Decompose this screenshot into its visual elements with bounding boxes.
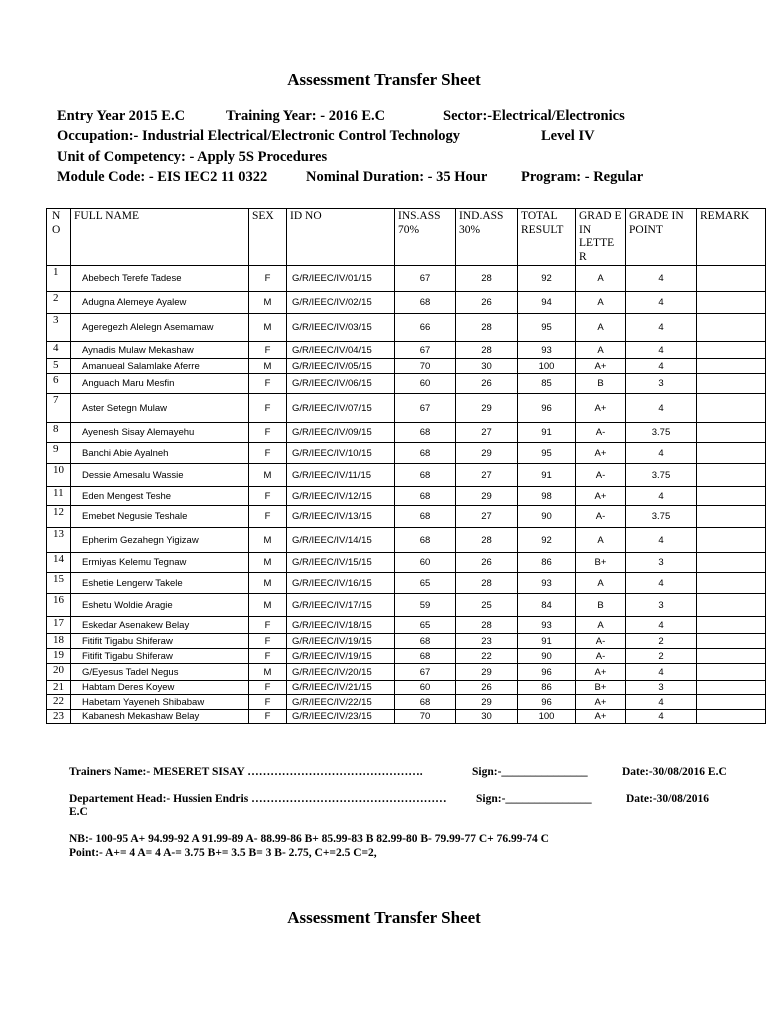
cell-total-result: 96 — [518, 695, 576, 710]
cell-id-no: G/R/IEEC/IV/05/15 — [287, 359, 395, 374]
unit-of-competency: Unit of Competency: - Apply 5S Procedures — [57, 149, 328, 165]
cell-sex: F — [249, 342, 287, 359]
cell-grade-letter: A+ — [576, 710, 626, 724]
cell-no: 13 — [47, 528, 71, 553]
cell-id-no: G/R/IEEC/IV/23/15 — [287, 710, 395, 724]
cell-full-name: Ageregezh Alelegn Asemamaw — [71, 314, 249, 342]
cell-sex: F — [249, 394, 287, 423]
trainer-name: Trainers Name:- MESERET SISAY ………………………………………. — [69, 766, 423, 778]
cell-ind-ass: 28 — [456, 528, 518, 553]
cell-remark — [697, 528, 766, 553]
cell-no: 12 — [47, 506, 71, 528]
cell-remark — [697, 634, 766, 649]
cell-grade-point: 4 — [626, 573, 697, 594]
cell-grade-letter: A — [576, 342, 626, 359]
cell-ind-ass: 22 — [456, 649, 518, 664]
cell-grade-point: 4 — [626, 487, 697, 506]
cell-ins-ass: 68 — [395, 464, 456, 487]
cell-full-name: Ayenesh Sisay Alemayehu — [71, 423, 249, 443]
cell-id-no: G/R/IEEC/IV/15/15 — [287, 553, 395, 573]
cell-grade-letter: A- — [576, 634, 626, 649]
cell-total-result: 95 — [518, 443, 576, 464]
cell-total-result: 100 — [518, 710, 576, 724]
cell-ins-ass: 60 — [395, 374, 456, 394]
cell-full-name: Eden Mengest Teshe — [71, 487, 249, 506]
cell-grade-point: 4 — [626, 664, 697, 681]
cell-ins-ass: 68 — [395, 443, 456, 464]
cell-full-name: Eshetie Lengerw Takele — [71, 573, 249, 594]
assessment-table — [46, 208, 766, 724]
cell-ins-ass: 60 — [395, 681, 456, 695]
table-row — [47, 374, 766, 394]
table-row — [47, 266, 766, 292]
cell-ins-ass: 68 — [395, 528, 456, 553]
cell-ind-ass: 28 — [456, 314, 518, 342]
cell-sex: F — [249, 423, 287, 443]
table-row — [47, 314, 766, 342]
cell-id-no: G/R/IEEC/IV/17/15 — [287, 594, 395, 617]
cell-grade-letter: A+ — [576, 394, 626, 423]
cell-full-name: Banchi Abie Ayalneh — [71, 443, 249, 464]
cell-grade-point: 4 — [626, 342, 697, 359]
cell-ins-ass: 68 — [395, 292, 456, 314]
nominal-duration: Nominal Duration: - 35 Hour — [306, 169, 488, 185]
sector: Sector:-Electrical/Electronics — [443, 108, 625, 124]
cell-no: 6 — [47, 374, 71, 394]
cell-remark — [697, 266, 766, 292]
cell-ind-ass: 29 — [456, 443, 518, 464]
cell-grade-point: 3.75 — [626, 506, 697, 528]
cell-remark — [697, 374, 766, 394]
cell-grade-point: 3 — [626, 681, 697, 695]
cell-total-result: 94 — [518, 292, 576, 314]
cell-ins-ass: 68 — [395, 649, 456, 664]
cell-total-result: 91 — [518, 464, 576, 487]
header-grade-letter: GRAD E IN LETTE R — [576, 209, 626, 266]
table-row — [47, 528, 766, 553]
cell-id-no: G/R/IEEC/IV/09/15 — [287, 423, 395, 443]
cell-sex: F — [249, 710, 287, 724]
cell-total-result: 93 — [518, 617, 576, 634]
cell-no: 22 — [47, 695, 71, 710]
cell-full-name: Aster Setegn Mulaw — [71, 394, 249, 423]
cell-ind-ass: 29 — [456, 664, 518, 681]
cell-ins-ass: 60 — [395, 553, 456, 573]
cell-total-result: 90 — [518, 649, 576, 664]
cell-grade-point: 3.75 — [626, 423, 697, 443]
cell-ins-ass: 68 — [395, 506, 456, 528]
cell-full-name: Epherim Gezahegn Yigizaw — [71, 528, 249, 553]
cell-no: 8 — [47, 423, 71, 443]
cell-sex: F — [249, 681, 287, 695]
cell-grade-point: 3 — [626, 594, 697, 617]
module-code: Module Code: - EIS IEC2 11 0322 — [57, 169, 268, 185]
cell-grade-point: 3 — [626, 374, 697, 394]
cell-remark — [697, 573, 766, 594]
cell-total-result: 85 — [518, 374, 576, 394]
cell-ins-ass: 67 — [395, 664, 456, 681]
cell-total-result: 91 — [518, 634, 576, 649]
trainer-date: Date:-30/08/2016 E.C — [622, 766, 727, 778]
table-row — [47, 681, 766, 695]
cell-grade-letter: A+ — [576, 487, 626, 506]
cell-remark — [697, 649, 766, 664]
header-no: N O — [47, 209, 71, 266]
cell-ind-ass: 28 — [456, 266, 518, 292]
cell-id-no: G/R/IEEC/IV/11/15 — [287, 464, 395, 487]
cell-remark — [697, 506, 766, 528]
occupation: Occupation:- Industrial Electrical/Electronic Control Technology — [57, 128, 461, 144]
cell-sex: F — [249, 506, 287, 528]
cell-remark — [697, 292, 766, 314]
cell-ins-ass: 67 — [395, 394, 456, 423]
cell-grade-point: 4 — [626, 359, 697, 374]
cell-ind-ass: 26 — [456, 681, 518, 695]
cell-no: 15 — [47, 573, 71, 594]
cell-id-no: G/R/IEEC/IV/06/15 — [287, 374, 395, 394]
cell-no: 20 — [47, 664, 71, 681]
cell-ins-ass: 70 — [395, 710, 456, 724]
cell-ins-ass: 65 — [395, 573, 456, 594]
cell-sex: M — [249, 464, 287, 487]
table-row — [47, 487, 766, 506]
cell-ind-ass: 28 — [456, 573, 518, 594]
cell-sex: F — [249, 374, 287, 394]
cell-id-no: G/R/IEEC/IV/04/15 — [287, 342, 395, 359]
header-sex: SEX — [249, 209, 287, 266]
cell-ind-ass: 25 — [456, 594, 518, 617]
cell-grade-letter: B+ — [576, 553, 626, 573]
cell-ins-ass: 66 — [395, 314, 456, 342]
cell-ins-ass: 68 — [395, 487, 456, 506]
cell-sex: F — [249, 695, 287, 710]
cell-no: 5 — [47, 359, 71, 374]
header-ins-ass: INS.ASS 70% — [395, 209, 456, 266]
cell-no: 17 — [47, 617, 71, 634]
table-header-row — [47, 209, 766, 266]
cell-id-no: G/R/IEEC/IV/16/15 — [287, 573, 395, 594]
table-row — [47, 664, 766, 681]
cell-remark — [697, 342, 766, 359]
cell-sex: F — [249, 634, 287, 649]
table-row — [47, 394, 766, 423]
cell-grade-letter: A- — [576, 423, 626, 443]
cell-remark — [697, 553, 766, 573]
cell-ind-ass: 30 — [456, 359, 518, 374]
cell-grade-point: 4 — [626, 528, 697, 553]
cell-total-result: 98 — [518, 487, 576, 506]
cell-grade-letter: A+ — [576, 695, 626, 710]
cell-grade-letter: A — [576, 292, 626, 314]
cell-sex: F — [249, 266, 287, 292]
page-title-2: Assessment Transfer Sheet — [287, 908, 481, 927]
cell-no: 11 — [47, 487, 71, 506]
cell-no: 10 — [47, 464, 71, 487]
department-head: Departement Head:- Hussien Endris …………………………………………… — [69, 793, 447, 805]
cell-grade-letter: A+ — [576, 664, 626, 681]
cell-id-no: G/R/IEEC/IV/18/15 — [287, 617, 395, 634]
table-row — [47, 617, 766, 634]
table-row — [47, 464, 766, 487]
cell-ind-ass: 28 — [456, 617, 518, 634]
cell-remark — [697, 443, 766, 464]
cell-ind-ass: 27 — [456, 423, 518, 443]
cell-ind-ass: 29 — [456, 394, 518, 423]
table-row — [47, 506, 766, 528]
cell-total-result: 96 — [518, 394, 576, 423]
cell-ins-ass: 68 — [395, 423, 456, 443]
cell-id-no: G/R/IEEC/IV/21/15 — [287, 681, 395, 695]
cell-sex: M — [249, 528, 287, 553]
cell-full-name: Dessie Amesalu Wassie — [71, 464, 249, 487]
cell-sex: M — [249, 573, 287, 594]
level: Level IV — [541, 128, 595, 144]
cell-no: 16 — [47, 594, 71, 617]
cell-grade-letter: A- — [576, 506, 626, 528]
table-row — [47, 573, 766, 594]
cell-full-name: Fitifit Tigabu Shiferaw — [71, 634, 249, 649]
cell-full-name: Habtam Deres Koyew — [71, 681, 249, 695]
cell-grade-point: 4 — [626, 394, 697, 423]
cell-sex: F — [249, 443, 287, 464]
cell-total-result: 93 — [518, 342, 576, 359]
cell-remark — [697, 695, 766, 710]
cell-full-name: Emebet Negusie Teshale — [71, 506, 249, 528]
header-total-result: TOTAL RESULT — [518, 209, 576, 266]
cell-ind-ass: 26 — [456, 553, 518, 573]
head-date: Date:-30/08/2016 — [626, 793, 710, 805]
cell-grade-letter: B — [576, 594, 626, 617]
header-full-name: FULL NAME — [71, 209, 249, 266]
cell-no: 21 — [47, 681, 71, 695]
table-row — [47, 553, 766, 573]
cell-ind-ass: 27 — [456, 506, 518, 528]
cell-grade-point: 4 — [626, 266, 697, 292]
cell-ind-ass: 30 — [456, 710, 518, 724]
cell-sex: F — [249, 649, 287, 664]
table-row — [47, 292, 766, 314]
head-date-ec: E.C — [69, 806, 88, 818]
cell-id-no: G/R/IEEC/IV/10/15 — [287, 443, 395, 464]
page-title: Assessment Transfer Sheet — [287, 70, 481, 89]
cell-ins-ass: 67 — [395, 266, 456, 292]
cell-grade-letter: A — [576, 266, 626, 292]
cell-remark — [697, 487, 766, 506]
cell-grade-point: 4 — [626, 710, 697, 724]
cell-total-result: 96 — [518, 664, 576, 681]
cell-total-result: 86 — [518, 553, 576, 573]
cell-full-name: G/Eyesus Tadel Negus — [71, 664, 249, 681]
cell-grade-letter: A — [576, 573, 626, 594]
cell-grade-letter: B — [576, 374, 626, 394]
cell-sex: M — [249, 594, 287, 617]
head-sign: Sign:-_______________ — [476, 793, 592, 805]
cell-sex: F — [249, 617, 287, 634]
header-grade-point: GRADE IN POINT — [626, 209, 697, 266]
header-remark: REMARK — [697, 209, 766, 266]
cell-sex: M — [249, 359, 287, 374]
cell-total-result: 95 — [518, 314, 576, 342]
cell-ind-ass: 26 — [456, 374, 518, 394]
cell-total-result: 90 — [518, 506, 576, 528]
cell-id-no: G/R/IEEC/IV/03/15 — [287, 314, 395, 342]
cell-full-name: Eskedar Asenakew Belay — [71, 617, 249, 634]
cell-sex: M — [249, 664, 287, 681]
cell-ind-ass: 29 — [456, 695, 518, 710]
cell-remark — [697, 594, 766, 617]
cell-grade-letter: A+ — [576, 443, 626, 464]
cell-full-name: Adugna Alemeye Ayalew — [71, 292, 249, 314]
cell-sex: M — [249, 314, 287, 342]
cell-id-no: G/R/IEEC/IV/22/15 — [287, 695, 395, 710]
cell-grade-letter: B+ — [576, 681, 626, 695]
table-row — [47, 695, 766, 710]
cell-ins-ass: 59 — [395, 594, 456, 617]
cell-id-no: G/R/IEEC/IV/14/15 — [287, 528, 395, 553]
training-year: Training Year: - 2016 E.C — [226, 108, 386, 124]
cell-id-no: G/R/IEEC/IV/20/15 — [287, 664, 395, 681]
cell-no: 7 — [47, 394, 71, 423]
cell-remark — [697, 314, 766, 342]
cell-grade-point: 2 — [626, 649, 697, 664]
cell-remark — [697, 359, 766, 374]
cell-no: 14 — [47, 553, 71, 573]
cell-ins-ass: 67 — [395, 342, 456, 359]
cell-id-no: G/R/IEEC/IV/07/15 — [287, 394, 395, 423]
cell-id-no: G/R/IEEC/IV/13/15 — [287, 506, 395, 528]
cell-total-result: 86 — [518, 681, 576, 695]
cell-no: 23 — [47, 710, 71, 724]
cell-full-name: Abebech Terefe Tadese — [71, 266, 249, 292]
cell-grade-letter: A+ — [576, 359, 626, 374]
cell-grade-point: 4 — [626, 314, 697, 342]
cell-grade-letter: A — [576, 617, 626, 634]
cell-ins-ass: 68 — [395, 634, 456, 649]
cell-grade-point: 4 — [626, 617, 697, 634]
cell-grade-point: 3 — [626, 553, 697, 573]
cell-ind-ass: 27 — [456, 464, 518, 487]
table-row — [47, 342, 766, 359]
cell-grade-letter: A- — [576, 464, 626, 487]
points-note: Point:- A+= 4 A= 4 A-= 3.75 B+= 3.5 B= 3 B- 2.75, C+=2.5 C=2, — [69, 847, 377, 859]
cell-ins-ass: 65 — [395, 617, 456, 634]
cell-no: 9 — [47, 443, 71, 464]
table-row — [47, 710, 766, 724]
table-row — [47, 423, 766, 443]
cell-total-result: 92 — [518, 528, 576, 553]
cell-id-no: G/R/IEEC/IV/12/15 — [287, 487, 395, 506]
table-row — [47, 359, 766, 374]
cell-no: 4 — [47, 342, 71, 359]
table-row — [47, 634, 766, 649]
cell-id-no: G/R/IEEC/IV/19/15 — [287, 634, 395, 649]
cell-ind-ass: 29 — [456, 487, 518, 506]
cell-ind-ass: 23 — [456, 634, 518, 649]
cell-remark — [697, 681, 766, 695]
cell-total-result: 91 — [518, 423, 576, 443]
cell-grade-point: 4 — [626, 292, 697, 314]
cell-full-name: Ermiyas Kelemu Tegnaw — [71, 553, 249, 573]
cell-total-result: 93 — [518, 573, 576, 594]
cell-remark — [697, 394, 766, 423]
cell-full-name: Habetam Yayeneh Shibabaw — [71, 695, 249, 710]
cell-full-name: Amanueal Salamlake Aferre — [71, 359, 249, 374]
cell-remark — [697, 617, 766, 634]
cell-full-name: Eshetu Woldie Aragie — [71, 594, 249, 617]
cell-grade-point: 4 — [626, 443, 697, 464]
cell-no: 2 — [47, 292, 71, 314]
cell-full-name: Aynadis Mulaw Mekashaw — [71, 342, 249, 359]
cell-total-result: 92 — [518, 266, 576, 292]
table-row — [47, 594, 766, 617]
cell-grade-letter: A — [576, 314, 626, 342]
cell-total-result: 100 — [518, 359, 576, 374]
cell-ins-ass: 70 — [395, 359, 456, 374]
cell-ind-ass: 28 — [456, 342, 518, 359]
cell-sex: F — [249, 487, 287, 506]
cell-total-result: 84 — [518, 594, 576, 617]
cell-remark — [697, 464, 766, 487]
cell-id-no: G/R/IEEC/IV/19/15 — [287, 649, 395, 664]
cell-no: 1 — [47, 266, 71, 292]
program: Program: - Regular — [521, 169, 644, 185]
header-ind-ass: IND.ASS 30% — [456, 209, 518, 266]
cell-grade-letter: A — [576, 528, 626, 553]
cell-grade-point: 3.75 — [626, 464, 697, 487]
cell-grade-letter: A- — [576, 649, 626, 664]
table-row — [47, 649, 766, 664]
cell-ind-ass: 26 — [456, 292, 518, 314]
cell-grade-point: 2 — [626, 634, 697, 649]
cell-no: 19 — [47, 649, 71, 664]
table-row — [47, 443, 766, 464]
cell-remark — [697, 664, 766, 681]
trainer-sign: Sign:-_______________ — [472, 766, 588, 778]
cell-full-name: Anguach Maru Mesfin — [71, 374, 249, 394]
entry-year: Entry Year 2015 E.C — [57, 108, 186, 124]
cell-id-no: G/R/IEEC/IV/02/15 — [287, 292, 395, 314]
cell-id-no: G/R/IEEC/IV/01/15 — [287, 266, 395, 292]
cell-no: 3 — [47, 314, 71, 342]
cell-full-name: Kabanesh Mekashaw Belay — [71, 710, 249, 724]
cell-sex: M — [249, 553, 287, 573]
cell-sex: M — [249, 292, 287, 314]
cell-full-name: Fitifit Tigabu Shiferaw — [71, 649, 249, 664]
cell-grade-point: 4 — [626, 695, 697, 710]
header-id-no: ID NO — [287, 209, 395, 266]
cell-remark — [697, 423, 766, 443]
grading-note: NB:- 100-95 A+ 94.99-92 A 91.99-89 A- 88.99-86 B+ 85.99-83 B 82.99-80 B- 79.99-77 C+ 76.99-74 C — [69, 833, 549, 845]
cell-remark — [697, 710, 766, 724]
cell-ins-ass: 68 — [395, 695, 456, 710]
cell-no: 18 — [47, 634, 71, 649]
